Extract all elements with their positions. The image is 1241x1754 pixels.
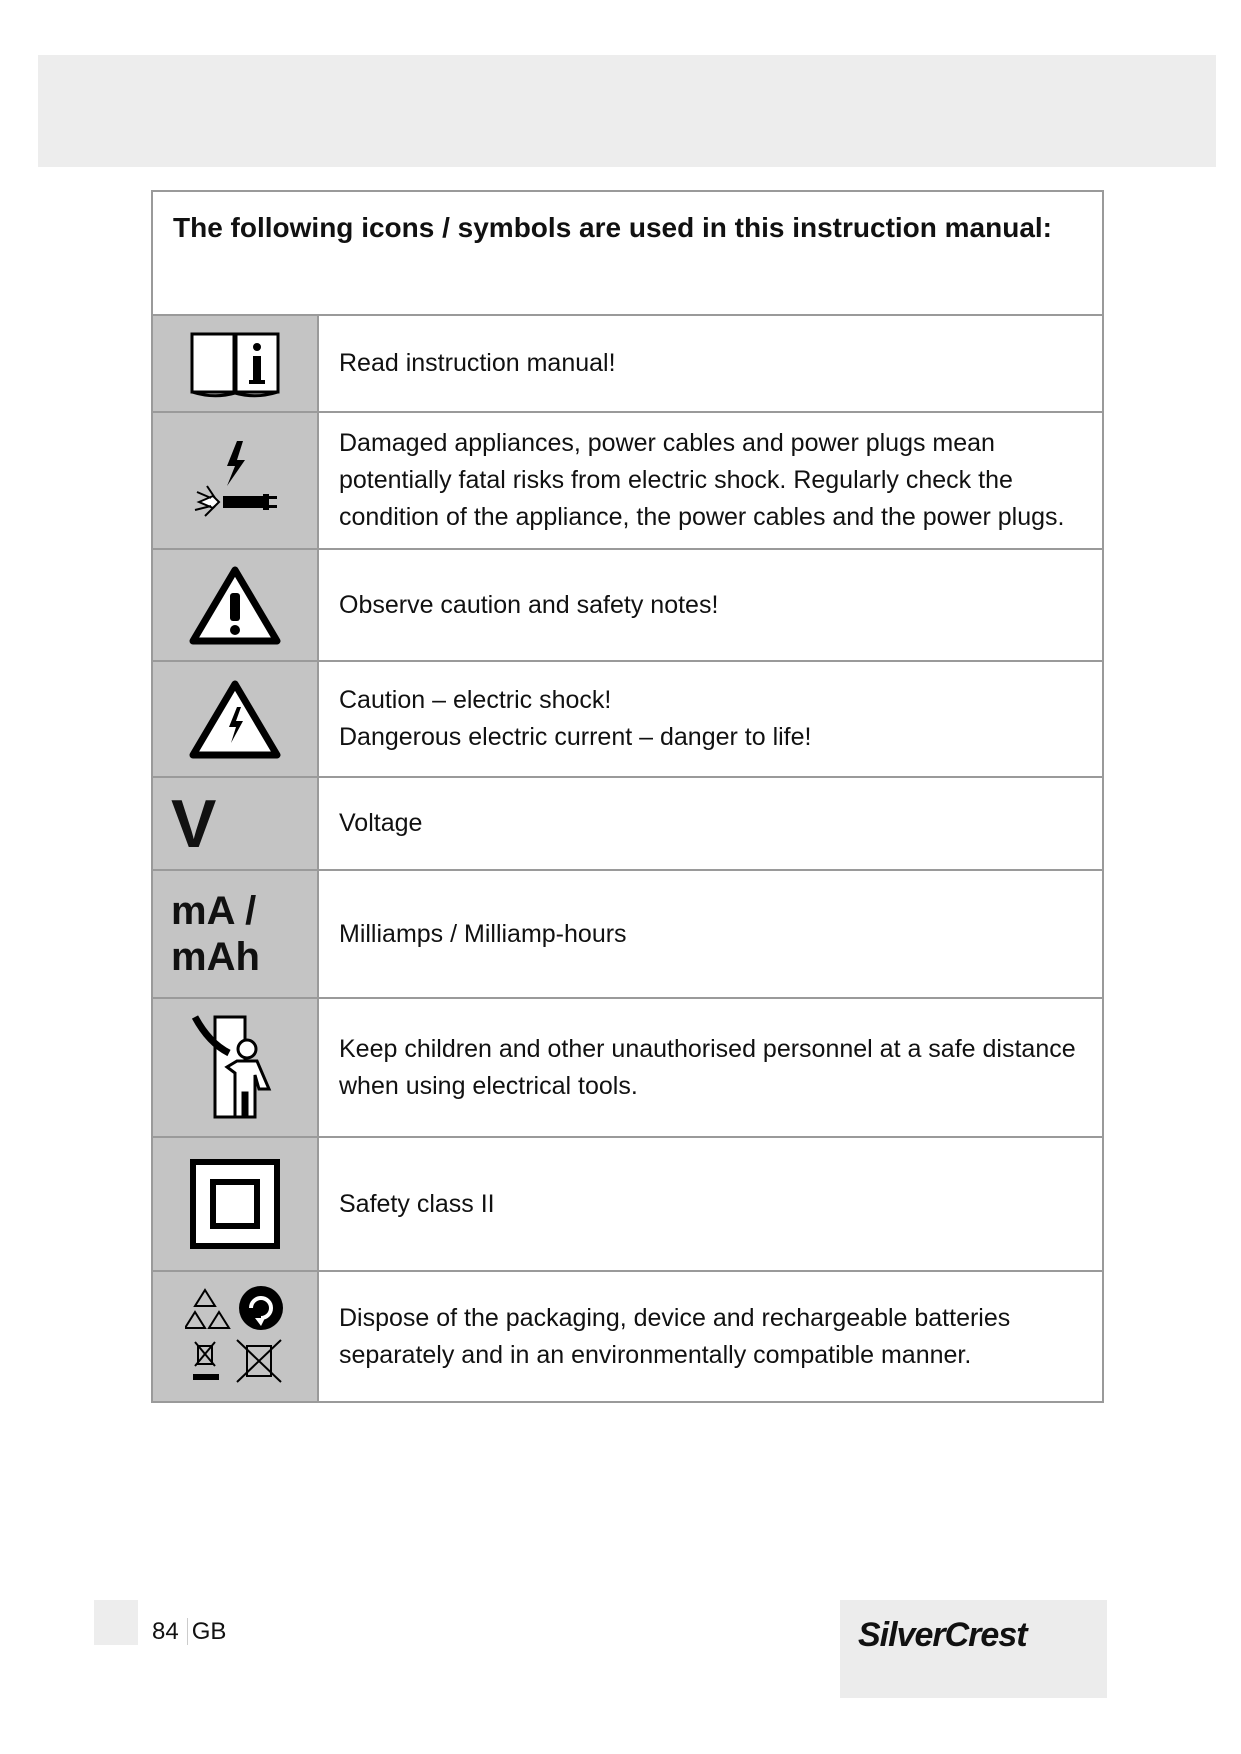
table-row (152, 870, 1103, 998)
table-row (152, 1271, 1103, 1402)
recycling-disposal-icon (185, 1282, 285, 1392)
page-number: 84 (152, 1618, 179, 1645)
page-footer (152, 1618, 226, 1646)
row-text-secondary: Dangerous electric current – danger to life! (339, 723, 812, 751)
safety-class-ii-icon (189, 1158, 281, 1250)
brand-name: SilverCrest (858, 1616, 1027, 1654)
row-text: Voltage (318, 777, 1103, 870)
row-text: Caution – electric shock! (339, 686, 612, 714)
damaged-plug-shock-icon (189, 436, 281, 526)
table-row (152, 777, 1103, 870)
book-info-icon (189, 329, 281, 399)
table-row (152, 315, 1103, 412)
table-row (152, 412, 1103, 549)
brand-logo (840, 1600, 1107, 1698)
row-text: Safety class II (318, 1137, 1103, 1271)
row-text: Observe caution and safety notes! (318, 549, 1103, 661)
table-row (152, 549, 1103, 661)
row-text: Damaged appliances, power cables and power plugs mean potentially fatal risks from electric shock. Regularly check the condition of the appliance, the power cables and the power plugs. (318, 412, 1103, 549)
page-number-box (94, 1600, 138, 1645)
voltage-icon: V (152, 777, 318, 870)
warning-triangle-icon (189, 565, 281, 645)
row-text: Dispose of the packaging, device and rechargeable batteries separately and in an environmentally compatible manner. (318, 1271, 1103, 1402)
header-band (38, 55, 1216, 167)
electric-warning-triangle-icon (189, 679, 281, 759)
language-code: GB (187, 1618, 227, 1645)
table-row (152, 661, 1103, 777)
table-title: The following icons / symbols are used in this instruction manual: (152, 191, 1103, 315)
symbols-table (151, 190, 1104, 1403)
table-row (152, 1137, 1103, 1271)
row-text: Keep children and other unauthorised personnel at a safe distance when using electrical tools. (318, 998, 1103, 1137)
milliamp-icon: mA / mAh (152, 870, 318, 998)
row-text: Milliamps / Milliamp-hours (318, 870, 1103, 998)
row-text: Read instruction manual! (318, 315, 1103, 412)
table-row (152, 998, 1103, 1137)
child-safety-icon (189, 1013, 281, 1123)
